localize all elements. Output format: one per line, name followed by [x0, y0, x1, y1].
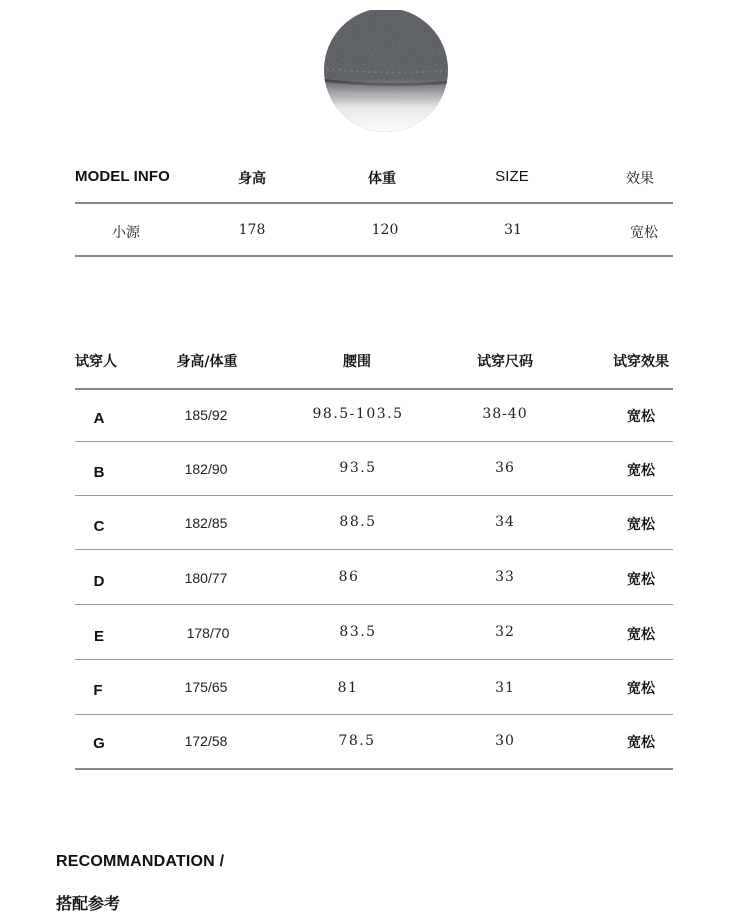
- fit-row-effect: 宽松: [627, 517, 655, 533]
- fit-row-person: B: [93, 464, 105, 481]
- fit-header-rule: [75, 388, 673, 390]
- fit-row-effect: 宽松: [627, 627, 655, 643]
- fit-row-waist: 83.5: [339, 624, 377, 640]
- fit-row-size: 38-40: [482, 406, 528, 422]
- fit-row-rule: [75, 441, 673, 442]
- fit-row-height-weight: 175/65: [184, 679, 228, 695]
- model-name: 小源: [112, 225, 140, 241]
- fit-row-waist: 93.5: [339, 460, 377, 476]
- fit-row-person: D: [93, 573, 105, 590]
- fit-row-person: G: [93, 735, 105, 752]
- fit-row-person: E: [93, 628, 105, 645]
- model-info-top-rule: [75, 202, 673, 204]
- fit-row-rule: [75, 604, 673, 605]
- fit-row-height-weight: 180/77: [184, 570, 228, 586]
- fit-row-person: C: [93, 518, 105, 535]
- fit-size-header: 试穿尺码: [477, 354, 533, 370]
- fit-row-person: F: [93, 682, 103, 699]
- fit-row-effect: 宽松: [627, 735, 655, 751]
- model-height: 178: [238, 222, 266, 238]
- fit-height-weight-header: 身高/体重: [176, 354, 238, 370]
- fit-row-person: A: [93, 410, 105, 427]
- recommendation-title: RECOMMANDATION /: [56, 853, 225, 870]
- fit-row-rule: [75, 495, 673, 496]
- fit-row-size: 30: [495, 733, 515, 749]
- model-info-header: MODEL INFO: [75, 168, 170, 185]
- fit-row-waist: 86: [338, 569, 360, 585]
- fit-row-height-weight: 178/70: [186, 625, 230, 641]
- fit-row-height-weight: 182/85: [184, 515, 228, 531]
- fit-effect-header: 试穿效果: [613, 354, 669, 370]
- fit-row-height-weight: 172/58: [184, 733, 228, 749]
- model-effect-header: 效果: [626, 171, 654, 187]
- fit-row-waist: 81: [337, 680, 359, 696]
- model-info-bottom-rule: [75, 255, 673, 257]
- fit-row-rule: [75, 714, 673, 715]
- fit-row-effect: 宽松: [627, 463, 655, 479]
- fit-row-size: 36: [495, 460, 515, 476]
- fit-row-rule: [75, 549, 673, 550]
- fit-table-bottom-rule: [75, 768, 673, 770]
- model-weight: 120: [371, 222, 399, 238]
- fit-row-waist: 98.5-103.5: [312, 406, 404, 422]
- denim-fabric-swatch-icon: [320, 10, 452, 135]
- fit-waist-header: 腰围: [343, 354, 371, 370]
- fit-row-size: 33: [495, 569, 515, 585]
- fit-row-effect: 宽松: [627, 572, 655, 588]
- recommendation-subtitle: 搭配参考: [56, 894, 121, 913]
- fit-row-waist: 78.5: [338, 733, 376, 749]
- fit-row-rule: [75, 659, 673, 660]
- model-size: 31: [504, 222, 522, 238]
- fit-person-header: 试穿人: [75, 354, 117, 370]
- fit-row-size: 32: [495, 624, 515, 640]
- fit-row-waist: 88.5: [339, 514, 377, 530]
- fit-row-effect: 宽松: [627, 409, 655, 425]
- model-effect: 宽松: [630, 225, 658, 241]
- fit-row-height-weight: 185/92: [184, 407, 228, 423]
- model-size-header: SIZE: [495, 168, 529, 185]
- model-weight-header: 体重: [368, 171, 396, 187]
- model-height-header: 身高: [238, 171, 266, 187]
- fit-row-size: 34: [495, 514, 515, 530]
- fit-row-effect: 宽松: [627, 681, 655, 697]
- fit-row-height-weight: 182/90: [184, 461, 228, 477]
- fit-row-size: 31: [495, 680, 515, 696]
